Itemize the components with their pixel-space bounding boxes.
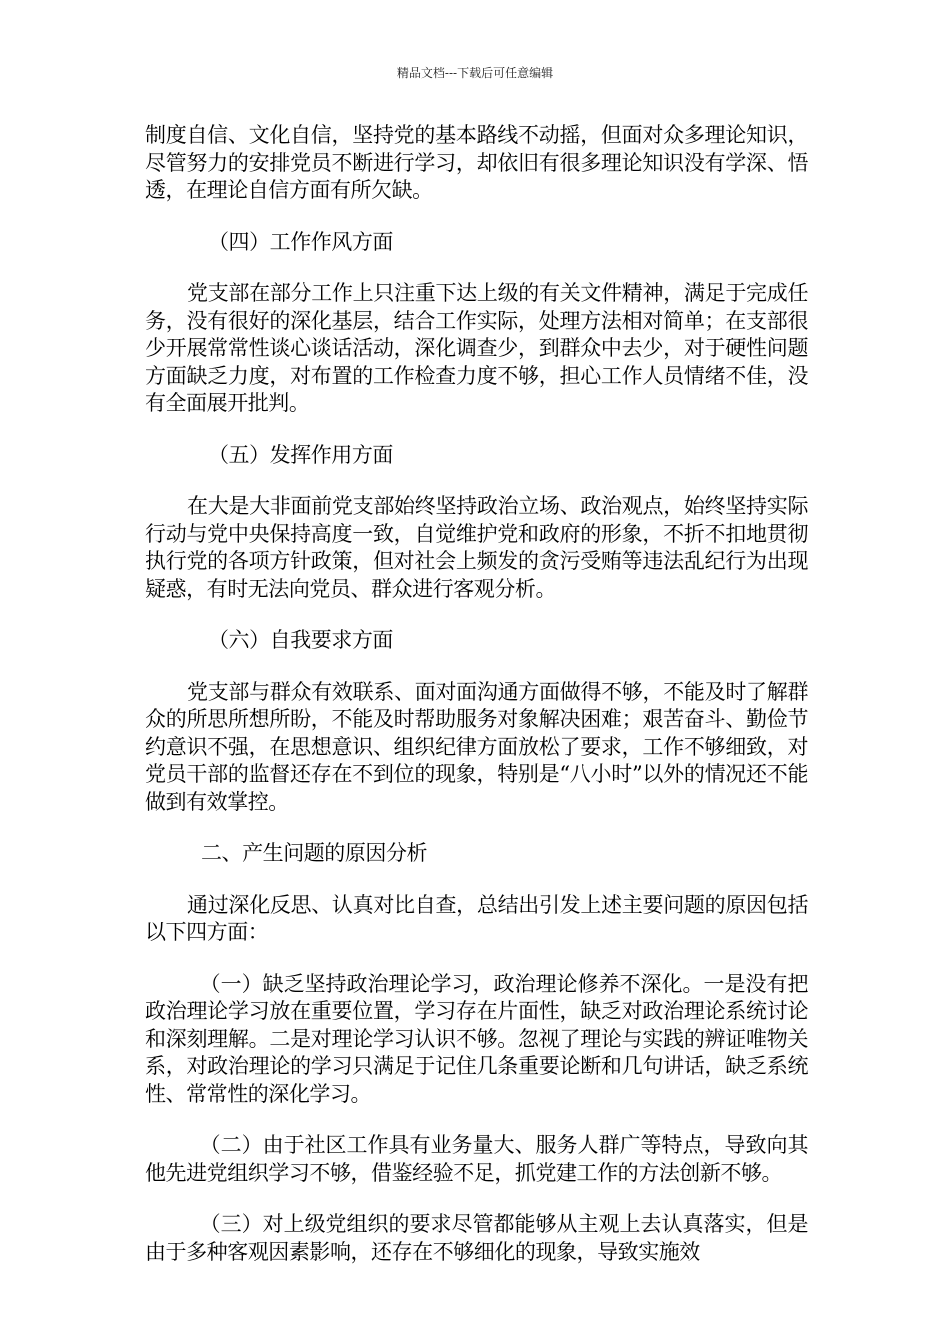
paragraph: 党支部与群众有效联系、面对面沟通方面做得不够，不能及时了解群众的所思所想所盼，不能及时帮助服务对象解决困难；艰苦奋斗、勤俭节约意识不强，在思想意识、组织纪律方面放松了要求，工作不够细致，对党员干部的监督还存在不到位的现象，特别是“八小时”以外的情况还不能做到有效掌控。 [145, 679, 808, 814]
paragraph: （三）对上级党组织的要求尽管都能够从主观上去认真落实，但是由于多种客观因素影响，还存在不够细化的现象，导致实施效 [145, 1212, 808, 1264]
chapter-heading: 二、产生问题的原因分析 [201, 841, 428, 865]
section-heading: （四）工作作风方面 [208, 229, 393, 254]
page-header: 精品文档---下载后可任意编辑 [396, 66, 554, 80]
paragraph: （二）由于社区工作具有业务量大、服务人群广等特点，导致向其他先进党组织学习不够，借鉴经验不足，抓党建工作的方法创新不够。 [145, 1133, 808, 1185]
section-heading: （六）自我要求方面 [208, 628, 393, 652]
paragraph: 制度自信、文化自信，坚持党的基本路线不动摇，但面对众多理论知识，尽管努力的安排党员不断进行学习，却依旧有很多理论知识没有学深、悟透，在理论自信方面有所欠缺。 [145, 123, 808, 202]
section-heading: （五）发挥作用方面 [208, 442, 393, 467]
paragraph: （一）缺乏坚持政治理论学习，政治理论修养不深化。一是没有把政治理论学习放在重要位置，学习存在片面性，缺乏对政治理论系统讨论和深刻理解。二是对理论学习认识不够。忽视了理论与实践的辨证唯物关系，对政治理论的学习只满足于记住几条重要论断和几句讲话，缺乏系统性、常常性的深化学习。 [145, 971, 808, 1106]
document-body [145, 122, 808, 1290]
paragraph: 通过深化反思、认真对比自查，总结出引发上述主要问题的原因包括以下四方面： [145, 892, 808, 944]
paragraph: 党支部在部分工作上只注重下达上级的有关文件精神，满足于完成任务，没有很好的深化基层，结合工作实际，处理方法相对简单；在支部很少开展常常性谈心谈话活动，深化调查少，到群众中去少，对于硬性问题方面缺乏力度，对布置的工作检查力度不够，担心工作人员情绪不佳，没有全面展开批判。 [145, 281, 808, 415]
paragraph: 在大是大非面前党支部始终坚持政治立场、政治观点，始终坚持实际行动与党中央保持高度一致，自觉维护党和政府的形象，不折不扣地贯彻执行党的各项方针政策，但对社会上频发的贪污受贿等违法乱纪行为出现疑惑，有时无法向党员、群众进行客观分析。 [145, 494, 808, 601]
